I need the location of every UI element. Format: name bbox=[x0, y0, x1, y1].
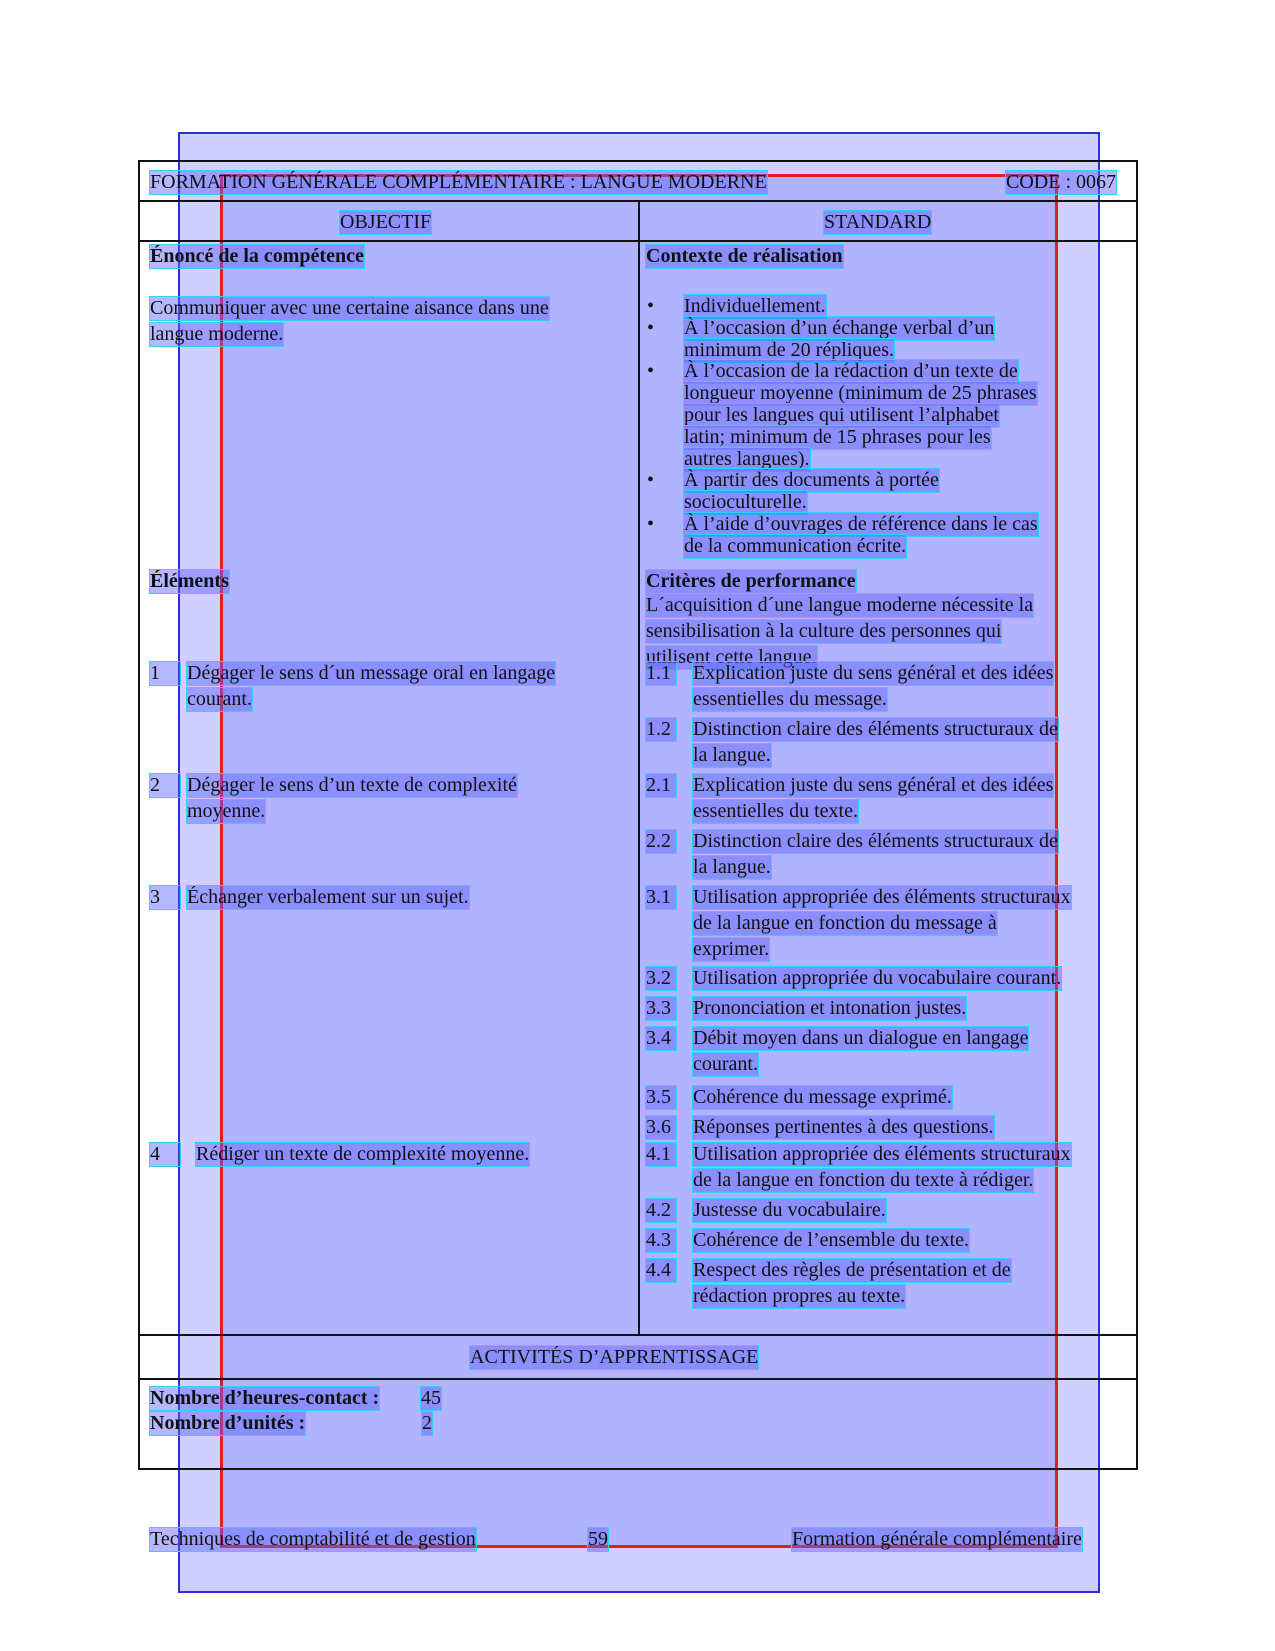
contexte-bullet-line: Individuellement. bbox=[684, 295, 826, 317]
critere-line: Utilisation appropriée des éléments structuraux bbox=[693, 1143, 1071, 1165]
critere-line: la langue. bbox=[693, 856, 771, 878]
critere-line: Réponses pertinentes à des questions. bbox=[693, 1116, 994, 1138]
criteres-intro-line: utilisent cette langue. bbox=[646, 646, 817, 668]
critere-number: 3.1 bbox=[646, 886, 676, 909]
element-number: 1 bbox=[150, 662, 180, 685]
critere-number: 3.4 bbox=[646, 1027, 676, 1050]
critere-line: Débit moyen dans un dialogue en langage bbox=[693, 1027, 1029, 1049]
critere-line: Distinction claire des éléments structuraux de bbox=[693, 830, 1058, 852]
critere-line: Explication juste du sens général et des idées bbox=[693, 774, 1054, 796]
critere-line: Respect des règles de présentation et de bbox=[693, 1259, 1011, 1281]
critere-line: essentielles du message. bbox=[693, 688, 887, 710]
contexte-bullet-line: pour les langues qui utilisent l’alphabet bbox=[684, 404, 999, 426]
critere-line: rédaction propres au texte. bbox=[693, 1285, 906, 1307]
header-title: FORMATION GÉNÉRALE COMPLÉMENTAIRE : LANGUE MODERNE bbox=[150, 171, 767, 193]
contexte-bullet-line: À l’occasion de la rédaction d’un texte de bbox=[684, 360, 1018, 382]
critere-line: Explication juste du sens général et des idées bbox=[693, 662, 1054, 684]
critere-number: 4.3 bbox=[646, 1229, 676, 1252]
contexte-bullet-icon: • bbox=[647, 360, 655, 382]
critere-number: 3.2 bbox=[646, 967, 676, 990]
contexte-bullet-icon: • bbox=[647, 295, 655, 317]
contexte-bullet-line: minimum de 20 répliques. bbox=[684, 339, 894, 361]
critere-line: courant. bbox=[693, 1053, 758, 1075]
elements-label: Éléments bbox=[150, 570, 229, 592]
criteres-intro-line: L´acquisition d´une langue moderne nécessite la bbox=[646, 594, 1034, 616]
element-number: 3 bbox=[150, 886, 180, 909]
element-number: 4 bbox=[150, 1143, 180, 1166]
critere-line: la langue. bbox=[693, 744, 771, 766]
footer-left: Techniques de comptabilité et de gestion bbox=[150, 1528, 476, 1550]
contexte-bullet-icon: • bbox=[647, 513, 655, 535]
critere-line: Justesse du vocabulaire. bbox=[693, 1199, 886, 1221]
heures-label: Nombre d’heures-contact : bbox=[150, 1387, 380, 1409]
competence-line-1: Communiquer avec une certaine aisance dans une bbox=[150, 297, 549, 319]
criteres-label: Critères de performance bbox=[646, 570, 856, 592]
column-standard: STANDARD bbox=[824, 211, 932, 233]
critere-number: 1.1 bbox=[646, 662, 676, 685]
contexte-bullet-line: latin; minimum de 15 phrases pour les bbox=[684, 426, 991, 448]
contexte-bullet-icon: • bbox=[647, 317, 655, 339]
footer-page-number: 59 bbox=[588, 1528, 608, 1550]
critere-line: essentielles du texte. bbox=[693, 800, 858, 822]
critere-number: 1.2 bbox=[646, 718, 676, 741]
element-line: moyenne. bbox=[187, 800, 266, 822]
element-line: Rédiger un texte de complexité moyenne. bbox=[196, 1143, 530, 1165]
competence-label: Énoncé de la compétence bbox=[150, 245, 364, 267]
divider-vertical bbox=[638, 200, 640, 1336]
critere-number: 2.1 bbox=[646, 774, 676, 797]
critere-line: Distinction claire des éléments structuraux de bbox=[693, 718, 1058, 740]
critere-line: Cohérence de l’ensemble du texte. bbox=[693, 1229, 969, 1251]
element-number: 2 bbox=[150, 774, 180, 797]
footer-right: Formation générale complémentaire bbox=[792, 1528, 1082, 1550]
critere-number: 2.2 bbox=[646, 830, 676, 853]
critere-number: 4.2 bbox=[646, 1199, 676, 1222]
unites-value: 2 bbox=[422, 1412, 432, 1434]
column-objectif: OBJECTIF bbox=[340, 211, 432, 233]
contexte-bullet-line: autres langues). bbox=[684, 448, 810, 470]
heures-value: 45 bbox=[421, 1387, 441, 1409]
element-line: courant. bbox=[187, 688, 252, 710]
element-line: Dégager le sens d’un texte de complexité bbox=[187, 774, 517, 796]
critere-number: 4.1 bbox=[646, 1143, 676, 1166]
critere-line: de la langue en fonction du message à bbox=[693, 912, 997, 934]
contexte-label: Contexte de réalisation bbox=[646, 245, 843, 267]
critere-line: Utilisation appropriée des éléments structuraux bbox=[693, 886, 1071, 908]
critere-line: exprimer. bbox=[693, 938, 770, 960]
critere-number: 4.4 bbox=[646, 1259, 676, 1282]
contexte-bullet-line: À l’aide d’ouvrages de référence dans le cas bbox=[684, 513, 1038, 535]
element-line: Échanger verbalement sur un sujet. bbox=[187, 886, 469, 908]
header-code: CODE : 0067 bbox=[1006, 171, 1116, 193]
divider-activities-bottom bbox=[138, 1378, 1138, 1380]
contexte-bullet-line: À partir des documents à portée bbox=[684, 469, 939, 491]
critere-line: Cohérence du message exprimé. bbox=[693, 1086, 952, 1108]
contexte-bullet-line: longueur moyenne (minimum de 25 phrases bbox=[684, 382, 1037, 404]
unites-label: Nombre d’unités : bbox=[150, 1412, 306, 1434]
element-line: Dégager le sens d´un message oral en langage bbox=[187, 662, 556, 684]
competence-line-2: langue moderne. bbox=[150, 323, 284, 345]
critere-number: 3.5 bbox=[646, 1086, 676, 1109]
critere-line: Prononciation et intonation justes. bbox=[693, 997, 967, 1019]
critere-line: de la langue en fonction du texte à rédiger. bbox=[693, 1169, 1034, 1191]
contexte-bullet-icon: • bbox=[647, 469, 655, 491]
critere-number: 3.6 bbox=[646, 1116, 676, 1139]
critere-number: 3.3 bbox=[646, 997, 676, 1020]
contexte-bullet-line: socioculturelle. bbox=[684, 491, 807, 513]
contexte-bullet-line: À l’occasion d’un échange verbal d’un bbox=[684, 317, 995, 339]
critere-line: Utilisation appropriée du vocabulaire courant. bbox=[693, 967, 1062, 989]
criteres-intro-line: sensibilisation à la culture des personnes qui bbox=[646, 620, 1002, 642]
contexte-bullet-line: de la communication écrite. bbox=[684, 535, 907, 557]
divider-activities-top bbox=[138, 1334, 1138, 1336]
activites-title: ACTIVITÉS D’APPRENTISSAGE bbox=[470, 1346, 759, 1368]
